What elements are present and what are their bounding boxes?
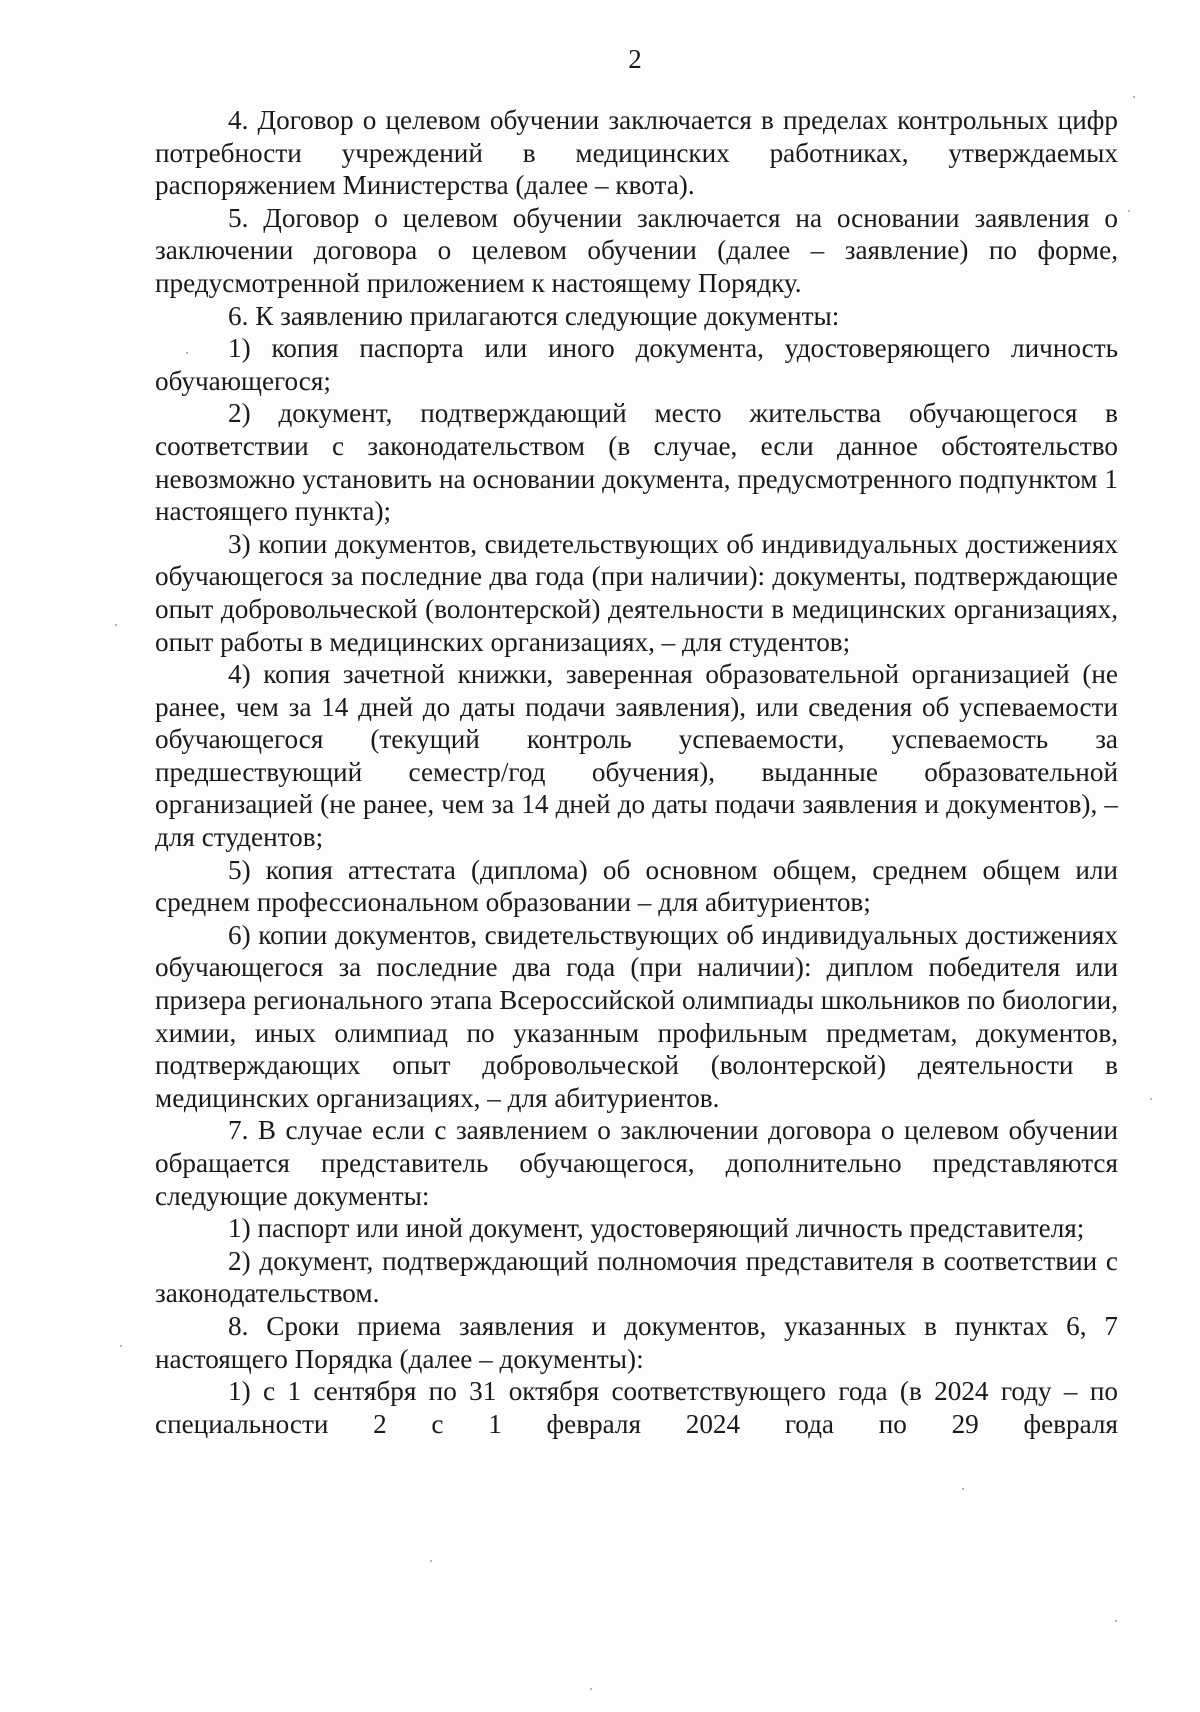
subitem-8-1: 1) с 1 сентября по 31 октября соответствующего года (в 2024 году – по специальности 2 с 1 февраля 2024 года по 29 февраля <box>155 1376 1118 1439</box>
paragraph-item-7: 7. В случае если с заявлением о заключении договора о целевом обучении обращается представитель обучающегося, дополнительно представляются следующие документы: <box>155 1115 1118 1211</box>
subitem-7-1: 1) паспорт или иной документ, удостоверяющий личность представителя; <box>228 1213 1085 1244</box>
paragraph-item-5: 5. Договор о целевом обучении заключается на основании заявления о заключении договора о целевом обучении (далее – заявление) по форме, предусмотренной приложением к настоящему Порядку. <box>155 202 1118 298</box>
scan-speck <box>186 352 188 354</box>
document-body <box>155 104 1118 1440</box>
scan-speck <box>1150 1098 1152 1100</box>
subitem-6-3: 3) копии документов, свидетельствующих об индивидуальных достижениях обучающегося за последние два года (при наличии): документы, подтверждающие опыт добровольческой (волонтерской) деятельности в медицинских организациях, опыт работы в медицинских организациях, – для студентов; <box>155 528 1118 657</box>
subitem-6-1: 1) копия паспорта или иного документа, удостоверяющего личность обучающегося; <box>155 333 1118 396</box>
paragraph-item-6: 6. К заявлению прилагаются следующие документы: <box>228 300 840 331</box>
scan-speck <box>1128 210 1130 212</box>
scan-speck <box>115 624 117 626</box>
scan-speck <box>590 1688 592 1690</box>
subitem-6-6: 6) копии документов, свидетельствующих об индивидуальных достижениях обучающегося за последние два года (при наличии): диплом победителя или призера регионального этапа Всероссийской олимпиады школьников по биологии, химии, иных олимпиад по указанным профильным предметам, документов, подтверждающих опыт добровольческой (волонтерской) деятельности в медицинских организациях, – для абитуриентов. <box>155 919 1118 1113</box>
scan-speck <box>1133 96 1135 98</box>
subitem-6-5: 5) копия аттестата (диплома) об основном общем, среднем общем или среднем профессиональном образовании – для абитуриентов; <box>155 854 1118 918</box>
subitem-6-4: 4) копия зачетной книжки, заверенная образовательной организацией (не ранее, чем за 14 дней до даты подачи заявления), или сведения об успеваемости обучающегося (текущий контроль успеваемости, успеваемость за предшествующий семестр/год обучения), выданные образовательной организацией (не ранее, чем за 14 дней до даты подачи заявления и документов), – для студентов; <box>155 659 1118 853</box>
scan-speck <box>430 1560 432 1562</box>
page-number: 2 <box>628 44 642 74</box>
scan-speck <box>1115 1620 1117 1622</box>
paragraph-item-8: 8. Сроки приема заявления и документов, указанных в пунктах 6, 7 настоящего Порядка (далее – документы): <box>155 1310 1118 1374</box>
scan-speck <box>120 1345 122 1347</box>
paragraph-item-4: 4. Договор о целевом обучении заключается в пределах контрольных цифр потребности учреждений в медицинских работниках, утверждаемых распоряжением Министерства (далее – квота). <box>155 105 1118 201</box>
subitem-7-2: 2) документ, подтверждающий полномочия представителя в соответствии с законодательством. <box>155 1245 1118 1309</box>
scan-speck <box>962 1488 964 1490</box>
subitem-6-2: 2) документ, подтверждающий место жительства обучающегося в соответствии с законодательством (в случае, если данное обстоятельство невозможно установить на основании документа, предусмотренного подпунктом 1 настоящего пункта); <box>155 398 1118 527</box>
